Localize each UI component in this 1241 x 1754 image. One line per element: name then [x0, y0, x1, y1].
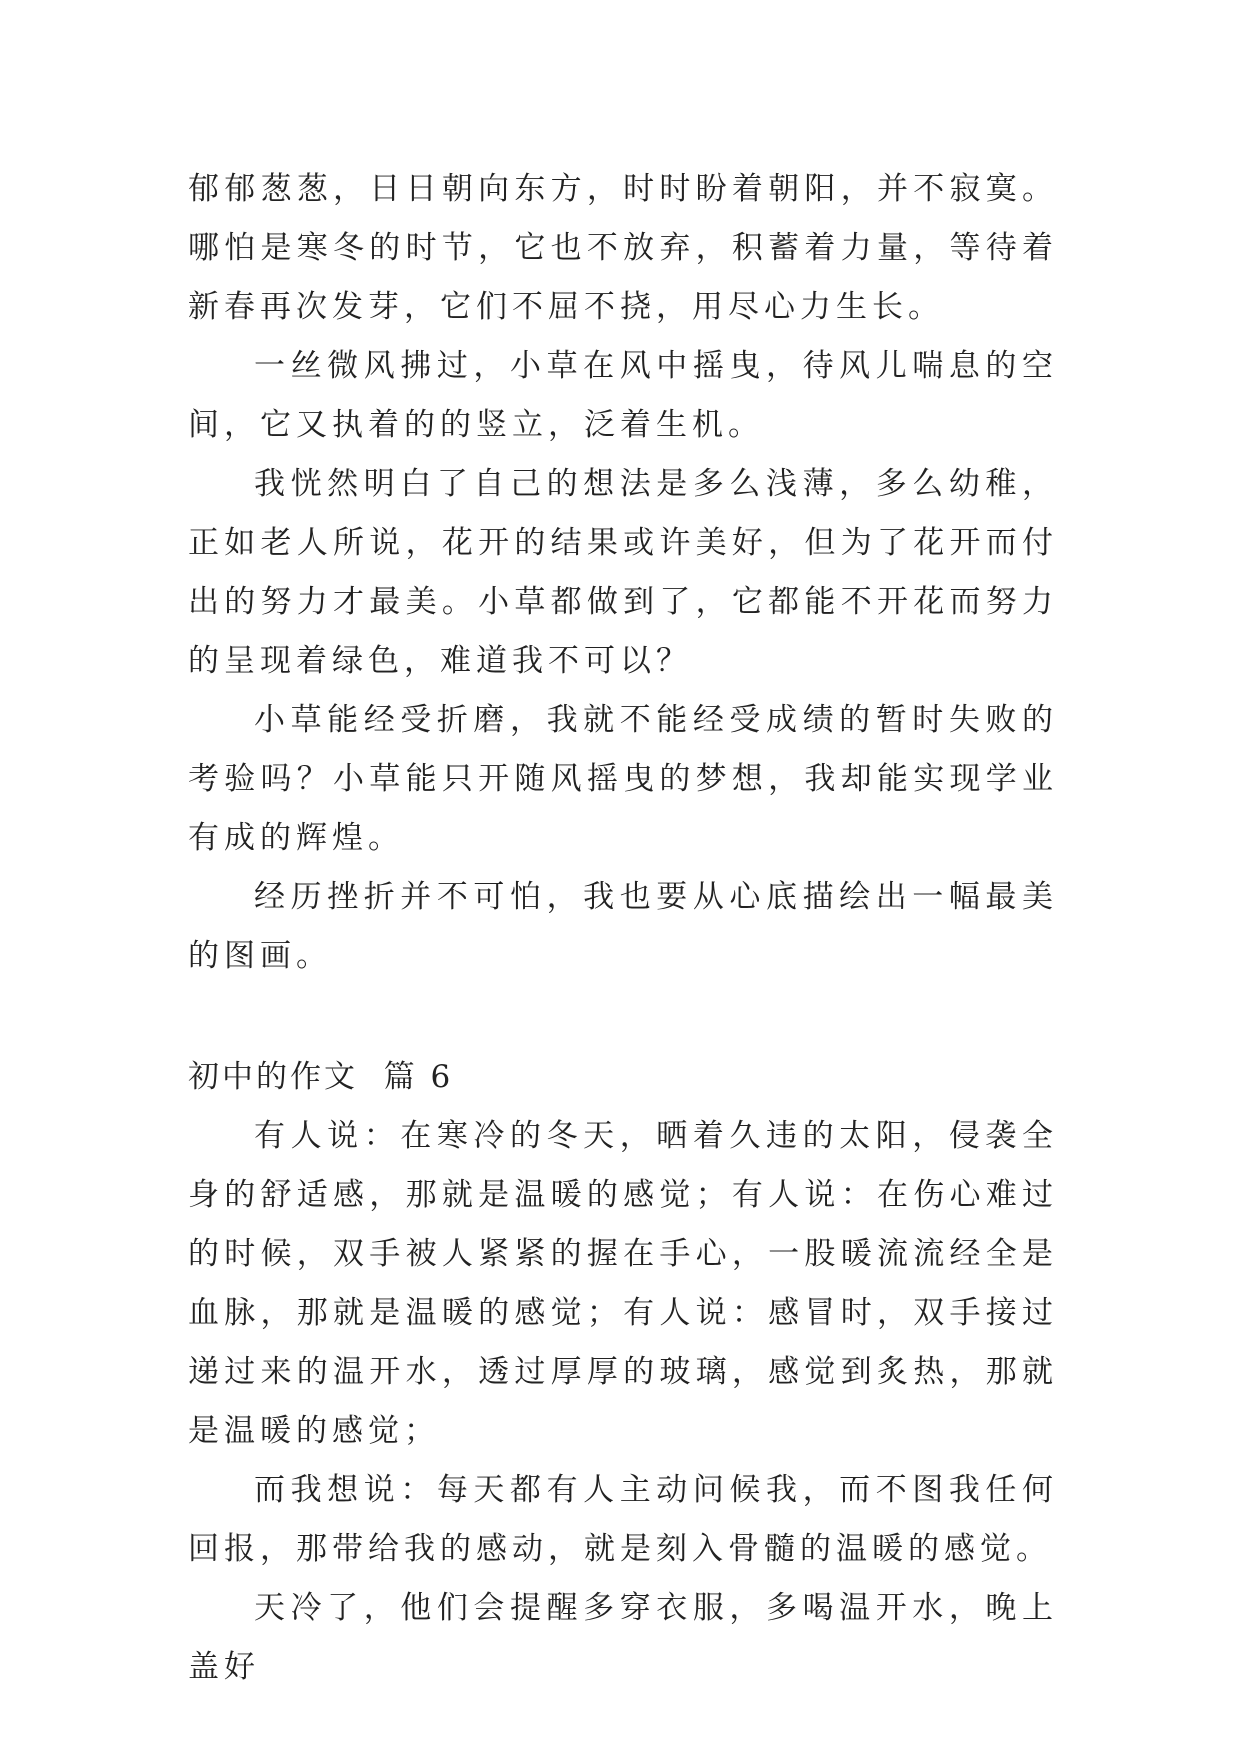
paragraph: 而我想说：每天都有人主动问候我，而不图我任何回报，那带给我的感动，就是刻入骨髓的温暖的感觉。 — [188, 1472, 1058, 1567]
paragraph: 小草能经受折磨，我就不能经受成绩的暂时失败的考验吗？小草能只开随风摇曳的梦想，我却能实现学业有成的辉煌。 — [188, 702, 1058, 856]
paragraph: 我恍然明白了自己的想法是多么浅薄，多么幼稚，正如老人所说，花开的结果或许美好，但为了花开而付出的努力才最美。小草都做到了，它都能不开花而努力的呈现着绿色，难道我不可以？ — [188, 466, 1058, 679]
paragraph: 经历挫折并不可怕，我也要从心底描绘出一幅最美的图画。 — [188, 879, 1058, 974]
section-title: 初中的作文 篇 6 — [188, 1059, 454, 1095]
paragraph: 郁郁葱葱，日日朝向东方，时时盼着朝阳，并不寂寞。哪怕是寒冬的时节，它也不放弃，积蓄着力量，等待着新春再次发芽，它们不屈不挠，用尽心力生长。 — [188, 171, 1058, 325]
paragraph: 天冷了，他们会提醒多穿衣服，多喝温开水，晚上盖好 — [188, 1590, 1058, 1685]
paragraph: 一丝微风拂过，小草在风中摇曳，待风儿喘息的空间，它又执着的的竖立，泛着生机。 — [188, 348, 1058, 443]
section-spacer — [188, 986, 1058, 1048]
document-body — [188, 160, 1058, 1697]
paragraph: 有人说：在寒冷的冬天，晒着久违的太阳，侵袭全身的舒适感，那就是温暖的感觉；有人说：在伤心难过的时候，双手被人紧紧的握在手心，一股暖流流经全是血脉，那就是温暖的感觉；有人说：感冒时，双手接过递过来的温开水，透过厚厚的玻璃，感觉到炙热，那就是温暖的感觉； — [188, 1118, 1058, 1449]
